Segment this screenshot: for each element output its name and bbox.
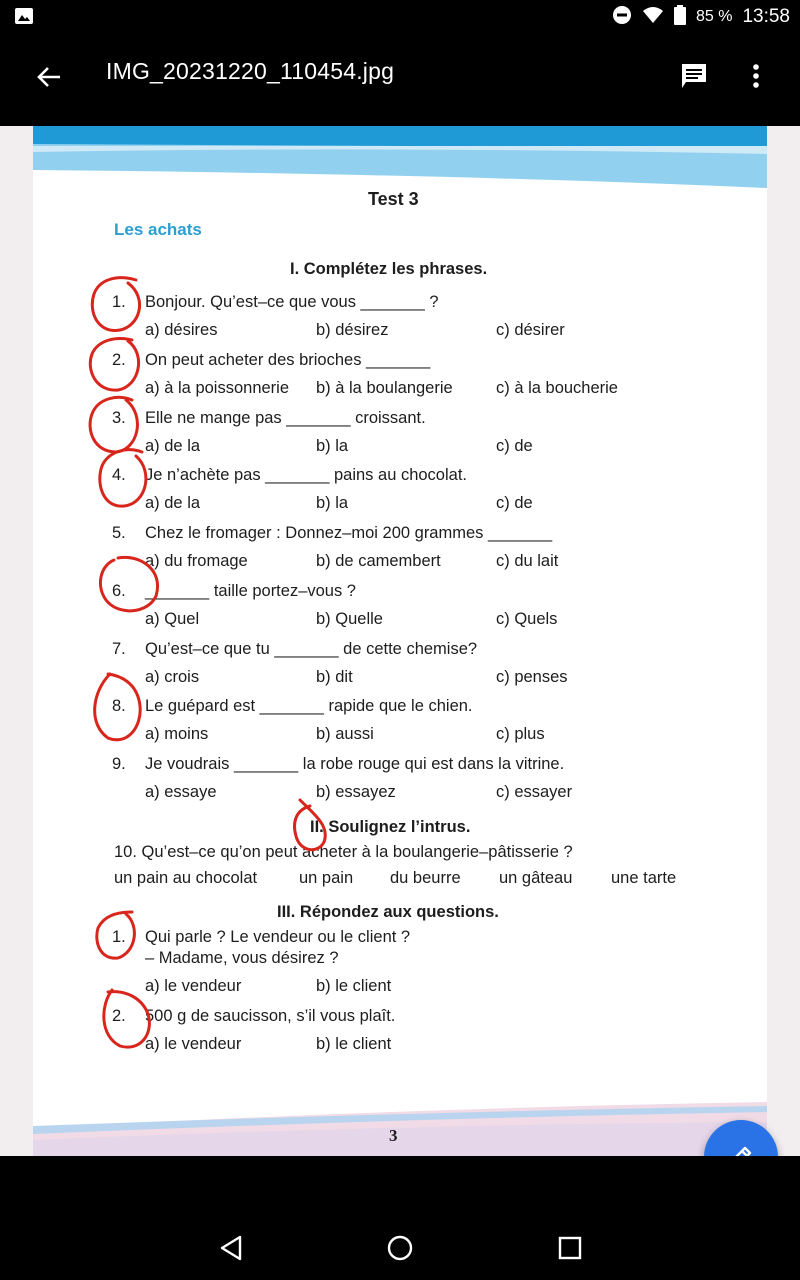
- question-number: 6.: [112, 582, 126, 600]
- question-text: Le guépard est _______ rapide que le chien.: [145, 697, 473, 715]
- option-a: a) crois: [145, 668, 200, 686]
- option-c: c) de: [496, 437, 533, 455]
- nav-recents-icon[interactable]: [554, 1232, 586, 1264]
- image-viewer[interactable]: [0, 126, 800, 1156]
- option-a: a) Quel: [145, 610, 200, 628]
- nav-back-icon[interactable]: [216, 1232, 248, 1264]
- page-number: 3: [389, 1126, 398, 1145]
- option-c: c) essayer: [496, 783, 573, 801]
- question-number: 8.: [112, 697, 126, 715]
- option-b: b) aussi: [316, 725, 374, 743]
- option-b: b) essayez: [316, 783, 396, 801]
- option-b: b) de camembert: [316, 552, 441, 570]
- option-c: c) penses: [496, 668, 568, 686]
- option-c: c) désirer: [496, 321, 565, 339]
- footer-wave-decoration: [33, 1096, 767, 1156]
- file-title: IMG_20231220_110454.jpg: [106, 58, 395, 84]
- option-c: c) plus: [496, 725, 545, 743]
- more-options-icon[interactable]: [744, 60, 768, 92]
- question-number: 7.: [112, 640, 126, 658]
- question-number: 1.: [112, 293, 126, 311]
- option-a: a) de la: [145, 494, 201, 512]
- navigation-bar: [0, 1156, 800, 1280]
- option-b: b) Quelle: [316, 610, 383, 628]
- nav-home-icon[interactable]: [384, 1232, 416, 1264]
- option-c: c) du lait: [496, 552, 559, 570]
- option-b: b) le client: [316, 1035, 392, 1053]
- topic-heading: Les achats: [114, 220, 202, 239]
- wifi-icon: [642, 6, 664, 29]
- section-heading-1: I. Complétez les phrases.: [290, 260, 488, 278]
- status-bar: [0, 0, 800, 34]
- question-text: Je n’achète pas _______ pains au chocolat.: [145, 466, 467, 484]
- option-c: c) Quels: [496, 610, 558, 628]
- question-number: 1.: [112, 928, 126, 946]
- question-text: Qu’est–ce que tu _______ de cette chemise?: [145, 640, 478, 658]
- option-a: a) du fromage: [145, 552, 248, 570]
- intrus-option: un gâteau: [499, 869, 573, 887]
- option-a: a) à la poissonnerie: [145, 379, 290, 397]
- battery-percent: 85 %: [695, 8, 733, 25]
- section-heading-2: II. Soulignez l’intrus.: [310, 818, 471, 836]
- back-arrow-icon[interactable]: [34, 62, 64, 92]
- question-text: Qui parle ? Le vendeur ou le client ?: [145, 928, 411, 946]
- battery-icon: [674, 5, 686, 30]
- option-b: b) le client: [316, 977, 392, 995]
- question-number: 5.: [112, 524, 126, 542]
- option-a: a) moins: [145, 725, 209, 743]
- option-b: b) la: [316, 437, 349, 455]
- option-c: c) de: [496, 494, 533, 512]
- intrus-option: un pain au chocolat: [114, 869, 258, 887]
- question-number: 4.: [112, 466, 126, 484]
- question-text: 10. Qu’est–ce qu’on peut acheter à la boulangerie–pâtisserie ?: [114, 843, 573, 861]
- intrus-option: un pain: [299, 869, 354, 887]
- question-number: 3.: [112, 409, 126, 427]
- option-a: a) essaye: [145, 783, 217, 801]
- test-title: Test 3: [368, 189, 419, 209]
- worksheet-page: [33, 126, 767, 1156]
- question-text: Bonjour. Qu’est–ce que vous _______ ?: [145, 293, 439, 311]
- question-text: _______ taille portez–vous ?: [145, 582, 356, 600]
- question-number: 2.: [112, 351, 126, 369]
- question-text: 500 g de saucisson, s’il vous plaît.: [145, 1007, 396, 1025]
- section-heading-3: III. Répondez aux questions.: [277, 903, 499, 921]
- intrus-option: du beurre: [390, 869, 461, 887]
- intrus-option: une tarte: [611, 869, 677, 887]
- question-text: Chez le fromager : Donnez–moi 200 grammes _______: [145, 524, 553, 542]
- option-a: a) le vendeur: [145, 1035, 242, 1053]
- option-a: a) désires: [145, 321, 218, 339]
- option-b: b) dit: [316, 668, 353, 686]
- do-not-disturb-icon: [612, 5, 632, 30]
- question-text: Je voudrais _______ la robe rouge qui est dans la vitrine.: [145, 755, 565, 773]
- option-b: b) la: [316, 494, 349, 512]
- question-number: 2.: [112, 1007, 126, 1025]
- clock: 13:58: [742, 6, 790, 27]
- option-a: a) de la: [145, 437, 201, 455]
- question-text: On peut acheter des brioches _______: [145, 351, 431, 369]
- option-b: b) à la boulangerie: [316, 379, 453, 397]
- option-a: a) le vendeur: [145, 977, 242, 995]
- question-text-line2: – Madame, vous désirez ?: [145, 949, 339, 967]
- question-number: 9.: [112, 755, 126, 773]
- app-bar: [0, 34, 800, 126]
- comment-icon[interactable]: [678, 60, 710, 92]
- gallery-notification-icon: [14, 7, 34, 30]
- question-text: Elle ne mange pas _______ croissant.: [145, 409, 426, 427]
- option-b: b) désirez: [316, 321, 389, 339]
- option-c: c) à la boucherie: [496, 379, 618, 397]
